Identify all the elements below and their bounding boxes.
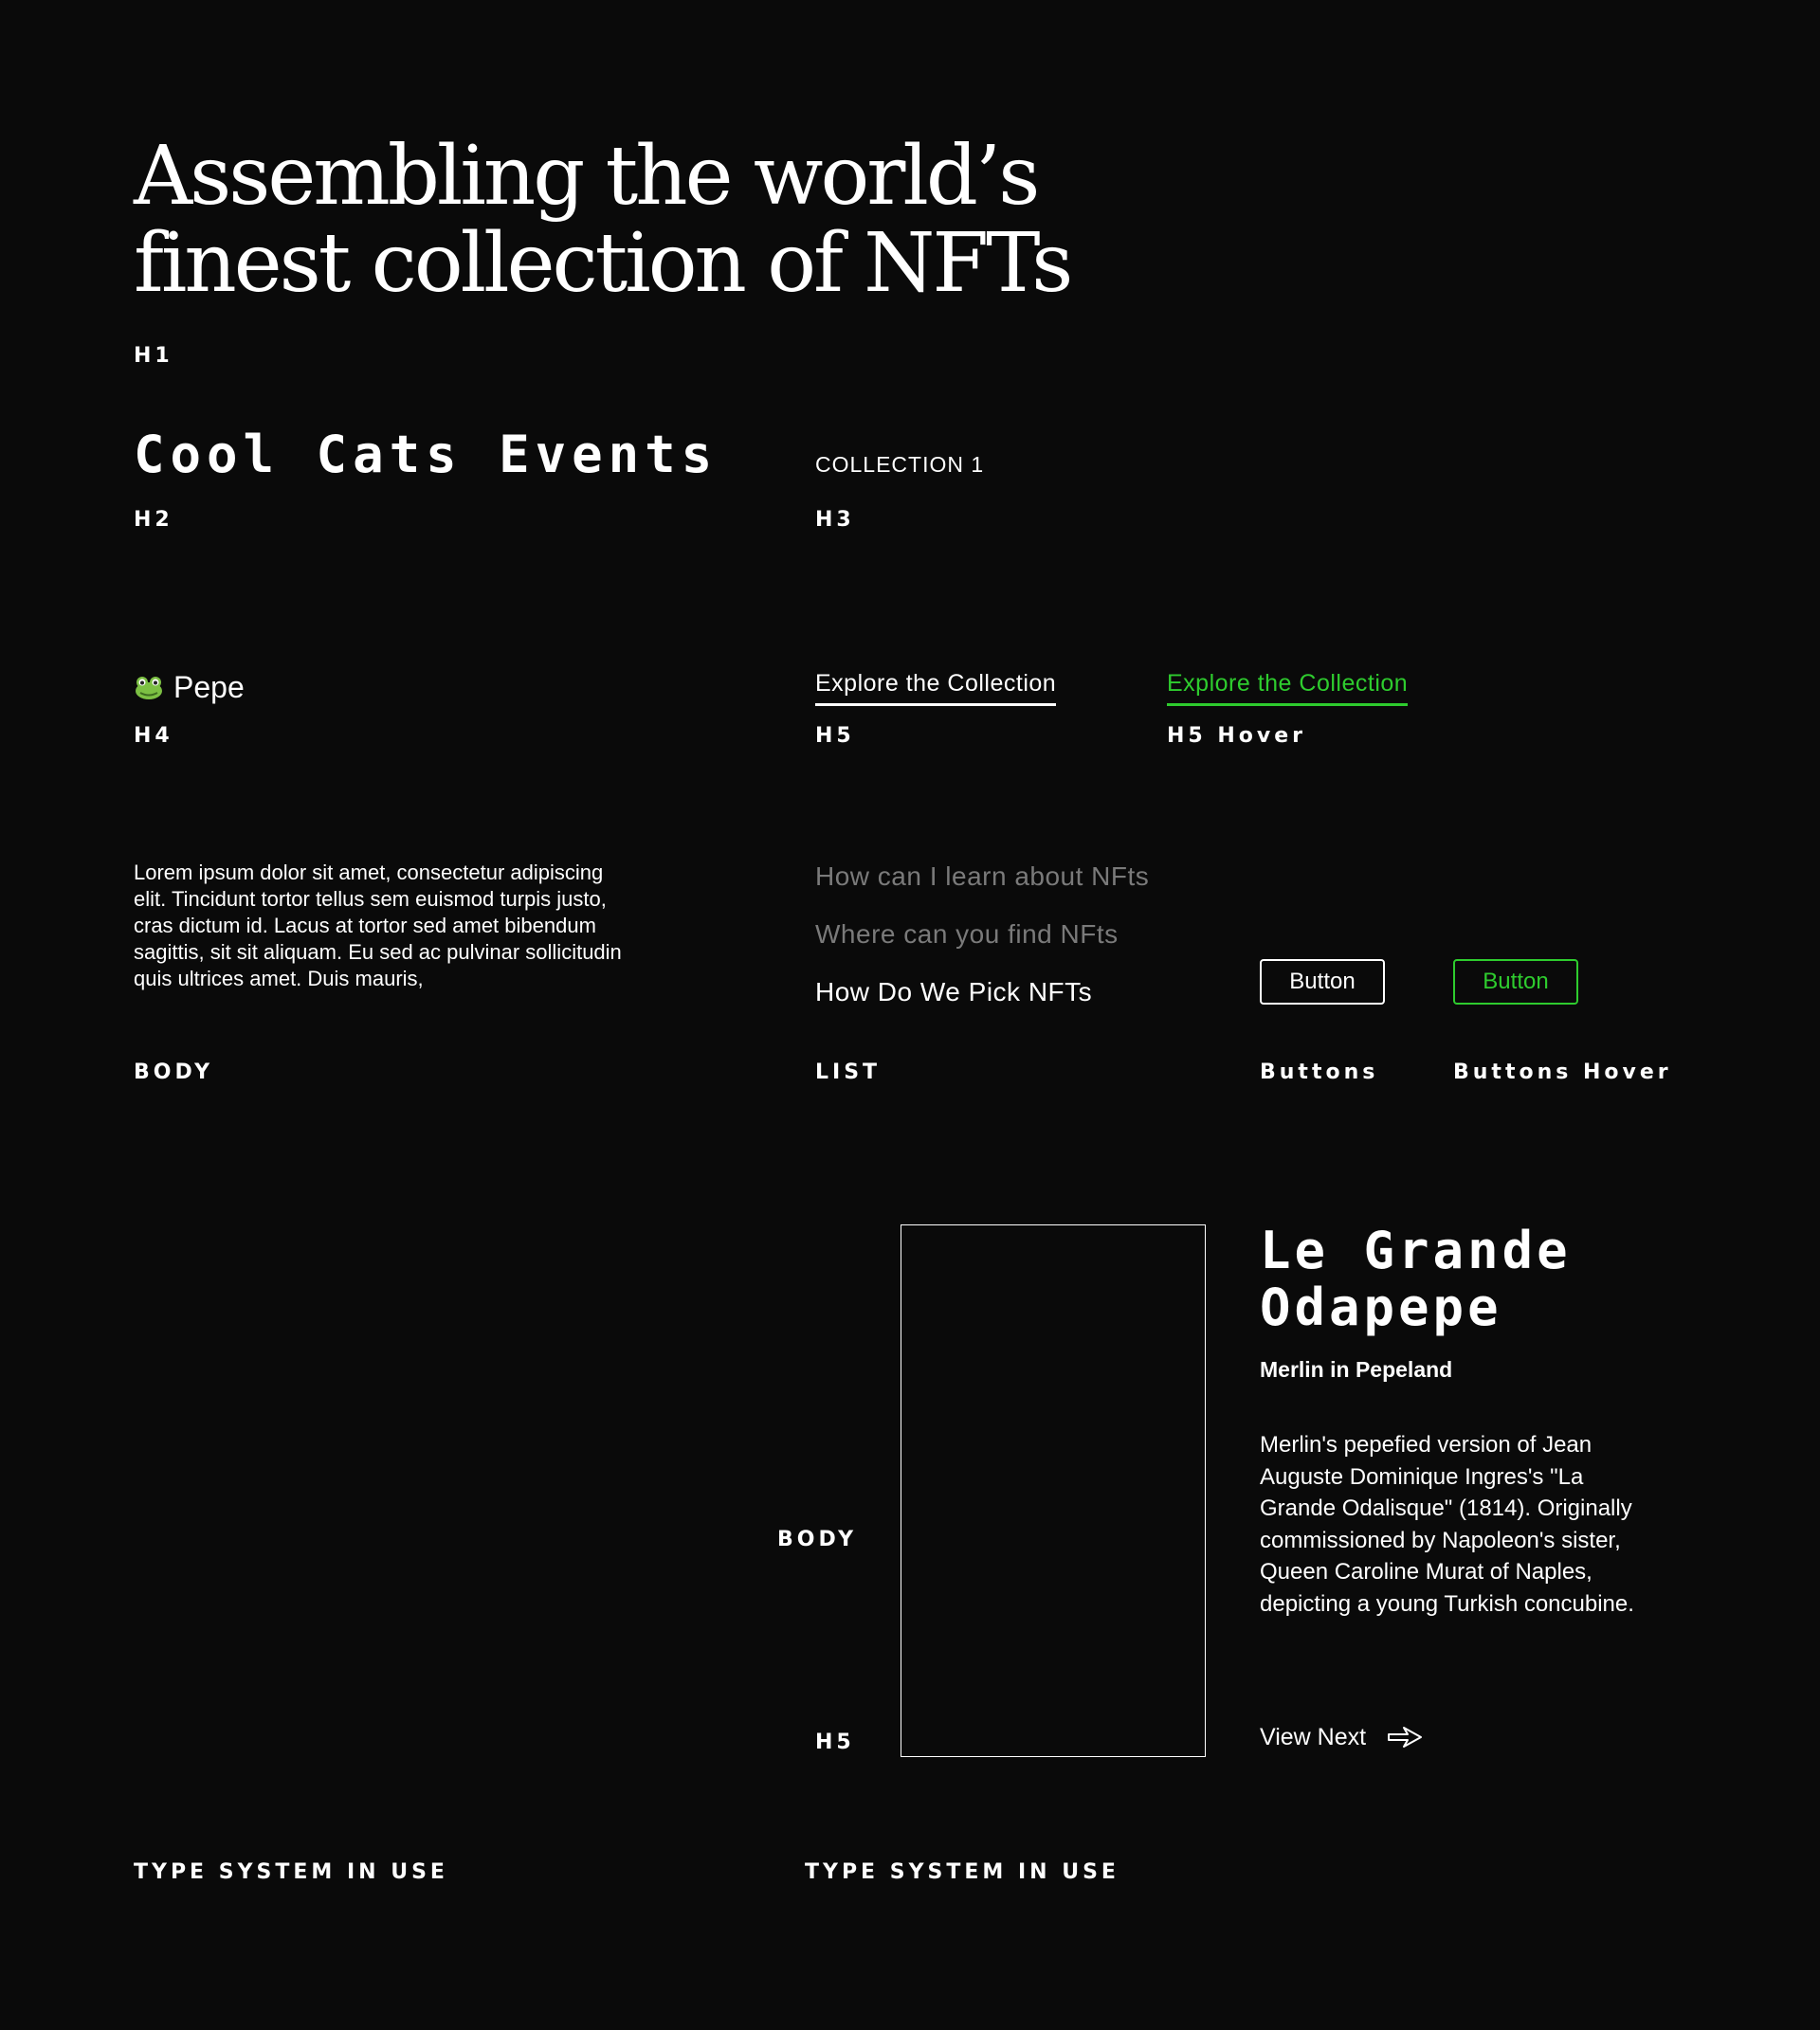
h1-line-1: Assembling the world’s [134,129,1038,224]
card-body-label: BODY [777,1528,858,1551]
h1-sample [134,129,1082,311]
card-title-line-2: Odapepe [1260,1278,1502,1337]
h3-sample: COLLECTION 1 [815,452,985,477]
footer-label-left: TYPE SYSTEM IN USE [134,1860,448,1884]
view-next-label: View Next [1260,1723,1367,1750]
card-title-line-1: Le Grande [1260,1221,1572,1280]
arrow-right-icon [1387,1723,1425,1751]
buttons-hover-label: Buttons Hover [1453,1060,1672,1084]
h4-sample [134,670,245,705]
view-next-link[interactable] [1260,1723,1425,1751]
list-item[interactable]: How can I learn about NFts [815,861,1150,891]
sample-button[interactable]: Button [1260,959,1385,1005]
list-label: LIST [815,1060,882,1084]
h5-label: H5 [815,724,855,748]
h5-link[interactable]: Explore the Collection [815,670,1056,706]
footer-label-right: TYPE SYSTEM IN USE [805,1860,1119,1884]
h5-hover-label: H5 Hover [1167,724,1307,748]
sample-button-hover[interactable]: Button [1453,959,1578,1005]
h3-label: H3 [815,508,855,532]
artwork-image-frame [901,1224,1206,1757]
list-item-active[interactable]: How Do We Pick NFTs [815,977,1093,1006]
card-description: Merlin's pepefied version of Jean Auguste Dominique Ingres's "La Grande Odalisque" (1814). Originally commissioned by Napoleon's sister, Queen Caroline Murat of Naples, depicting a young Turkish concubine. [1260,1432,1634,1617]
h2-sample: Cool Cats Events [134,425,719,484]
h1-label: H1 [134,344,173,368]
buttons-label: Buttons [1260,1060,1379,1084]
card-subtitle: Merlin in Pepeland [1260,1357,1453,1382]
card-h5-label: H5 [815,1731,855,1754]
h2-label: H2 [134,508,173,532]
h5-hover-link[interactable]: Explore the Collection [1167,670,1408,706]
body-label: BODY [134,1060,214,1084]
h4-text: Pepe [173,670,245,704]
h4-label: H4 [134,724,173,748]
list-item[interactable]: Where can you find NFts [815,919,1119,949]
frog-icon [134,676,164,700]
card-title [1260,1223,1753,1336]
h1-line-2: finest collection of NFTs [134,216,1071,311]
body-sample: Lorem ipsum dolor sit amet, consectetur adipiscing elit. Tincidunt tortor tellus sem euismod turpis justo, cras dictum id. Lacus at tortor sed amet bibendum sagittis, sit sit aliquam. Eu sed ac pulvinar sollicitudin quis ultrices amet. Duis mauris, [134,861,622,990]
